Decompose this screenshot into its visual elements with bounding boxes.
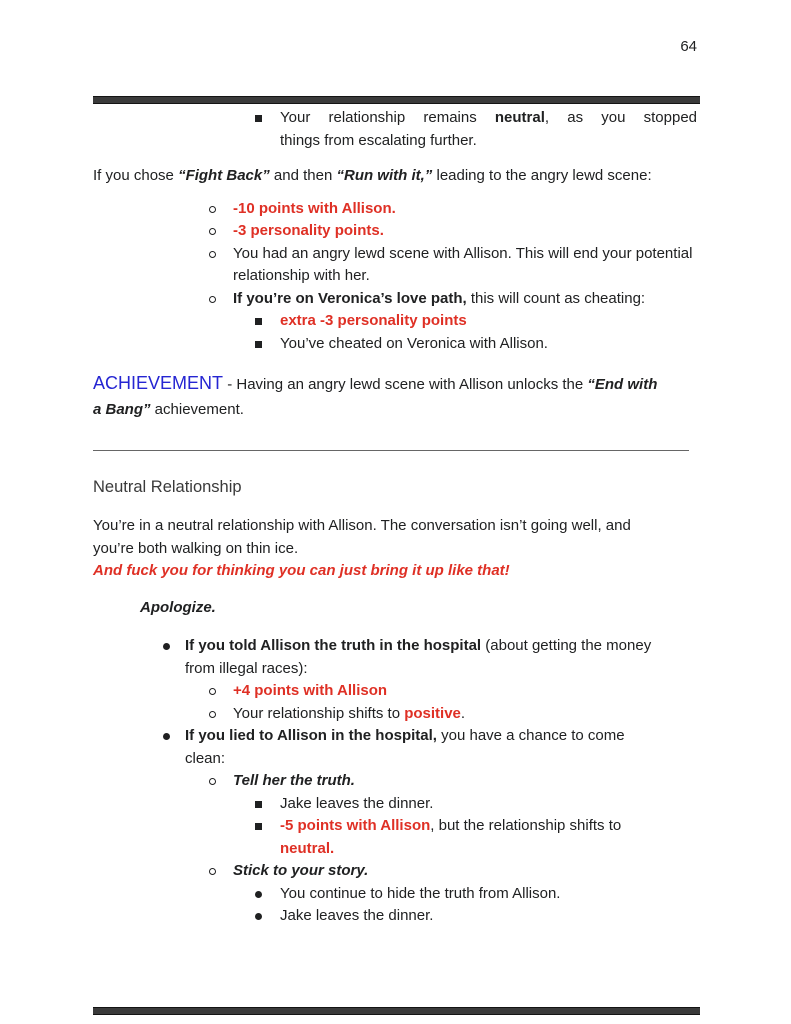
list-item-text <box>233 288 700 311</box>
text-line <box>93 371 700 397</box>
circle-bullet-icon <box>209 688 216 695</box>
text-line <box>185 635 700 658</box>
list-item-veronica-path <box>93 288 700 311</box>
header-rule <box>93 96 700 104</box>
list-item-minus5 <box>93 815 700 860</box>
text-run-quote: a Bang” <box>93 401 151 418</box>
text-line <box>280 130 697 153</box>
section-heading: Neutral Relationship <box>93 478 242 496</box>
square-bullet-icon <box>255 823 262 830</box>
circle-bullet-icon <box>209 868 216 875</box>
text-run-bold: If you told Allison the truth in the hospital <box>185 637 482 654</box>
list-item-lied <box>93 725 700 770</box>
text-run: If you chose <box>93 167 179 184</box>
circle-bullet-icon <box>209 251 216 258</box>
list-item-text: Stick to your story. <box>233 862 369 879</box>
disc-bullet-icon <box>163 643 170 650</box>
text-line <box>185 725 700 748</box>
list-item-minus3 <box>93 220 700 243</box>
paragraph-if-you-chose <box>93 165 700 188</box>
text-run: Your relationship remains <box>280 109 495 126</box>
list-item-text: -3 personality points. <box>233 222 384 239</box>
achievement-label: ACHIEVEMENT <box>93 373 224 393</box>
list-item-plus4 <box>93 680 700 703</box>
text-run: leading to the angry lewd scene: <box>432 167 652 184</box>
circle-bullet-icon <box>209 711 216 718</box>
text-line: relationship with her. <box>233 267 370 284</box>
square-bullet-icon <box>255 341 262 348</box>
achievement-paragraph <box>93 371 700 422</box>
list-item-text: Tell her the truth. <box>233 772 355 789</box>
text-run-bold: If you’re on Veronica’s love path, <box>233 289 467 307</box>
list-item-text <box>280 815 700 860</box>
choice-apologize: Apologize. <box>140 598 216 616</box>
footer-rule <box>93 1007 700 1015</box>
list-item-minus10 <box>93 198 700 221</box>
list-item-cheated <box>93 333 700 356</box>
list-item-text <box>280 107 697 152</box>
disc-bullet-icon <box>163 733 170 740</box>
list-item-text <box>185 635 700 680</box>
apologize-outcome-list <box>93 635 700 928</box>
text-run: , but the relationship shifts to <box>430 817 622 834</box>
text-run-red: -5 points with Allison <box>280 817 431 834</box>
neutral-paragraph <box>93 515 700 583</box>
list-item-text: You continue to hide the truth from Allison. <box>280 884 561 902</box>
square-bullet-icon <box>255 801 262 808</box>
text-line: You’re in a neutral relationship with Allison. The conversation isn’t going well, and <box>93 517 631 534</box>
section-divider <box>93 450 689 451</box>
list-item-shift-positive <box>93 703 700 726</box>
circle-bullet-icon <box>209 206 216 213</box>
text-run: this will count as cheating: <box>466 289 646 307</box>
disc-bullet-icon <box>255 891 262 898</box>
list-item-jake-leaves-1 <box>93 793 700 816</box>
text-run-quote: “Fight Back” <box>178 167 270 184</box>
list-item-relationship-neutral <box>93 107 700 152</box>
list-item-text <box>185 725 700 770</box>
text-run-red: positive <box>404 704 461 722</box>
consequence-list <box>93 198 700 356</box>
page-number: 64 <box>680 38 697 55</box>
circle-bullet-icon <box>209 778 216 785</box>
list-item-told-truth <box>93 635 700 680</box>
text-run: , as you stopped <box>544 109 697 126</box>
text-run-bold: neutral <box>494 109 545 126</box>
text-line: You had an angry lewd scene with Allison. This will end your potential <box>233 244 693 262</box>
text-line <box>280 815 700 838</box>
text-run: (about getting the money <box>481 637 652 654</box>
square-bullet-icon <box>255 115 262 122</box>
disc-bullet-icon <box>255 913 262 920</box>
list-item-text: +4 points with Allison <box>233 682 388 699</box>
text-run: Your relationship shifts to <box>233 704 405 722</box>
page-content <box>93 104 700 928</box>
list-item-angry-scene <box>93 243 700 288</box>
list-item-extra-minus3 <box>93 310 700 333</box>
list-item-text: You’ve cheated on Veronica with Allison. <box>280 334 548 352</box>
list-item-text: -10 points with Allison. <box>233 199 396 217</box>
text-line: clean: <box>185 749 226 767</box>
text-line <box>280 107 697 130</box>
text-line: from illegal races): <box>185 659 308 677</box>
list-item-hide-truth <box>93 883 700 906</box>
list-item-text: extra -3 personality points <box>280 312 467 329</box>
text-run: achievement. <box>150 401 244 418</box>
list-item-text <box>233 703 700 726</box>
circle-bullet-icon <box>209 296 216 303</box>
list-item-text: Jake leaves the dinner. <box>280 794 434 812</box>
text-run: you have a chance to come <box>436 727 625 744</box>
text-line-red: neutral. <box>280 839 335 857</box>
text-run-bold: If you lied to Allison in the hospital, <box>185 727 437 744</box>
text-line: you’re both walking on thin ice. <box>93 539 299 557</box>
text-run: things from escalating further. <box>280 131 477 149</box>
text-line <box>93 397 700 422</box>
list-item-tell-truth <box>93 770 700 793</box>
list-item-text: Jake leaves the dinner. <box>280 907 434 924</box>
list-item-jake-leaves-2 <box>93 905 700 928</box>
list-item-text <box>233 243 700 288</box>
text-run: - Having an angry lewd scene with Allison unlocks the <box>223 376 588 393</box>
text-run-quote: “End with <box>587 376 658 393</box>
text-run: and then <box>269 167 337 184</box>
list-item-stick-story <box>93 860 700 883</box>
square-bullet-icon <box>255 318 262 325</box>
text-run-quote: “Run with it,” <box>336 167 433 184</box>
text-run: . <box>460 704 466 722</box>
warning-line: And fuck you for thinking you can just bring it up like that! <box>93 562 510 579</box>
circle-bullet-icon <box>209 228 216 235</box>
